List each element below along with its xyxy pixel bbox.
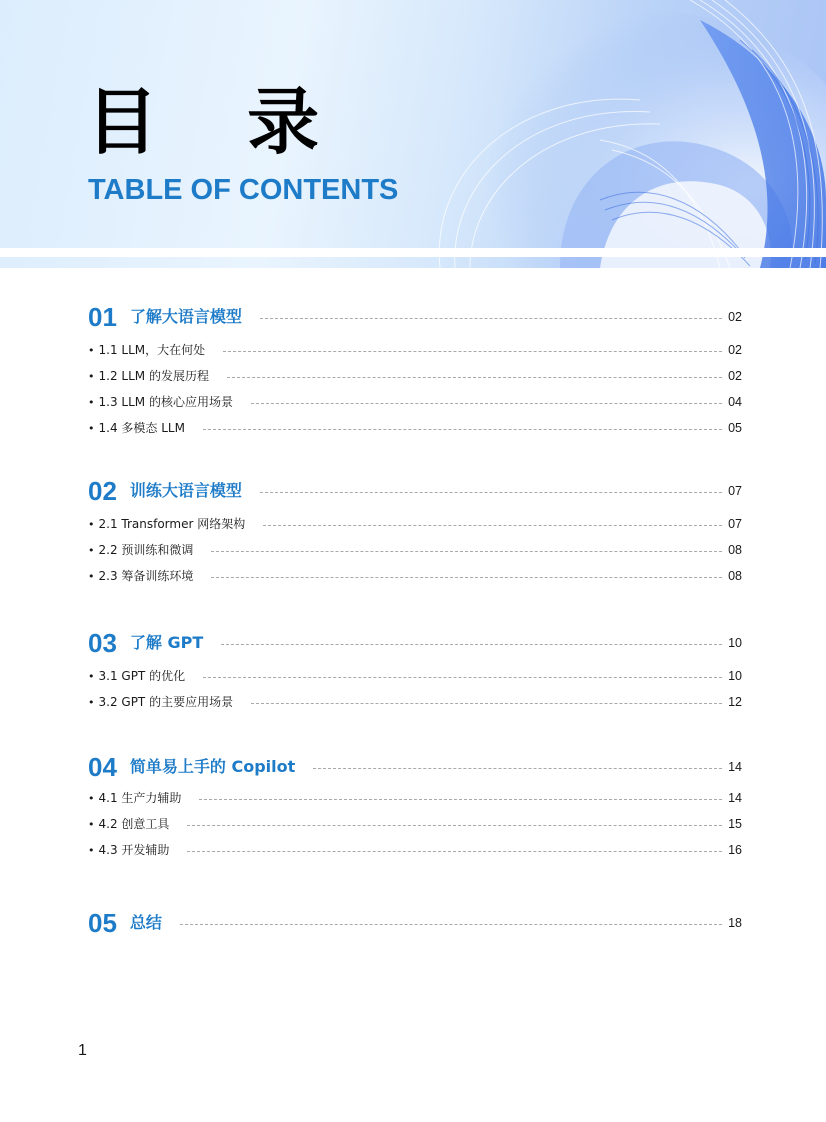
bullet-icon: •	[88, 395, 95, 409]
section-title: 简单易上手的 Copilot	[129, 757, 296, 776]
bullet-icon: •	[88, 369, 95, 383]
dotted-leader	[260, 318, 722, 319]
toc-item-label: 4.1 生产力辅助	[98, 791, 182, 805]
bullet-icon: •	[88, 543, 95, 557]
toc-item[interactable]	[88, 668, 742, 684]
toc-item[interactable]	[88, 790, 742, 806]
bullet-icon: •	[88, 817, 95, 831]
section-title: 了解大语言模型	[129, 307, 242, 326]
toc-item-label: 2.1 Transformer 网络架构	[98, 517, 246, 531]
dotted-leader	[187, 825, 722, 826]
toc-item-page-number: 15	[728, 817, 742, 831]
toc-item[interactable]	[88, 568, 742, 584]
section-number: 03	[88, 628, 117, 658]
toc-section-05[interactable]	[88, 908, 742, 938]
section-page-number: 18	[728, 916, 742, 930]
section-page-number: 07	[728, 484, 742, 498]
section-page-number: 10	[728, 636, 742, 650]
toc-item-label: 2.2 预训练和微调	[98, 543, 194, 557]
section-number: 02	[88, 476, 117, 506]
toc-section-01[interactable]	[88, 302, 742, 332]
dotted-leader	[263, 525, 722, 526]
page-subtitle: TABLE OF CONTENTS	[88, 174, 399, 206]
toc-item-label: 1.3 LLM 的核心应用场景	[98, 395, 233, 409]
dotted-leader	[203, 429, 722, 430]
section-page-number: 02	[728, 310, 742, 324]
toc-item[interactable]	[88, 342, 742, 358]
dotted-leader	[211, 551, 722, 552]
section-number: 04	[88, 752, 117, 782]
toc-item-page-number: 07	[728, 517, 742, 531]
header-divider	[0, 248, 826, 257]
bullet-icon: •	[88, 517, 95, 531]
toc-item[interactable]	[88, 816, 742, 832]
page-title: 目 录	[86, 80, 352, 164]
section-number: 05	[88, 908, 117, 938]
toc-item-label: 4.2 创意工具	[98, 817, 170, 831]
toc-item-label: 4.3 开发辅助	[98, 843, 170, 857]
header-banner	[0, 0, 826, 268]
dotted-leader	[180, 924, 722, 925]
toc-item[interactable]	[88, 420, 742, 436]
toc-item-label: 1.4 多模态 LLM	[98, 421, 185, 435]
toc-item[interactable]	[88, 542, 742, 558]
toc-item-page-number: 04	[728, 395, 742, 409]
dotted-leader	[251, 703, 722, 704]
dotted-leader	[251, 403, 722, 404]
page-number: 1	[78, 1042, 87, 1059]
dotted-leader	[199, 799, 722, 800]
toc-item-page-number: 02	[728, 343, 742, 357]
dotted-leader	[313, 768, 722, 769]
toc-item-page-number: 02	[728, 369, 742, 383]
toc-item[interactable]	[88, 842, 742, 858]
dotted-leader	[227, 377, 722, 378]
bullet-icon: •	[88, 569, 95, 583]
toc-item-label: 2.3 筹备训练环境	[98, 569, 194, 583]
toc-item[interactable]	[88, 694, 742, 710]
bullet-icon: •	[88, 695, 95, 709]
section-title: 训练大语言模型	[129, 481, 242, 500]
toc-item[interactable]	[88, 368, 742, 384]
toc-item-page-number: 12	[728, 695, 742, 709]
dotted-leader	[211, 577, 722, 578]
dotted-leader	[203, 677, 722, 678]
section-title: 总结	[129, 913, 162, 932]
section-title: 了解 GPT	[129, 633, 204, 652]
dotted-leader	[223, 351, 722, 352]
bullet-icon: •	[88, 421, 95, 435]
toc-item-page-number: 16	[728, 843, 742, 857]
bullet-icon: •	[88, 843, 95, 857]
section-page-number: 14	[728, 760, 742, 774]
bullet-icon: •	[88, 669, 95, 683]
section-number: 01	[88, 302, 117, 332]
toc-item-page-number: 08	[728, 569, 742, 583]
toc-item[interactable]	[88, 516, 742, 532]
bullet-icon: •	[88, 343, 95, 357]
toc-item-page-number: 08	[728, 543, 742, 557]
bullet-icon: •	[88, 791, 95, 805]
dotted-leader	[221, 644, 722, 645]
toc-item-page-number: 14	[728, 791, 742, 805]
toc-item-label: 3.1 GPT 的优化	[98, 669, 186, 683]
toc-item[interactable]	[88, 394, 742, 410]
dotted-leader	[187, 851, 722, 852]
dotted-leader	[260, 492, 722, 493]
toc-item-page-number: 10	[728, 669, 742, 683]
toc-item-page-number: 05	[728, 421, 742, 435]
toc-item-label: 1.2 LLM 的发展历程	[98, 369, 209, 383]
toc-section-02[interactable]	[88, 476, 742, 506]
toc-section-04[interactable]	[88, 752, 742, 782]
toc-item-label: 1.1 LLM，大在何处	[98, 343, 206, 357]
toc-section-03[interactable]	[88, 628, 742, 658]
toc-item-label: 3.2 GPT 的主要应用场景	[98, 695, 234, 709]
